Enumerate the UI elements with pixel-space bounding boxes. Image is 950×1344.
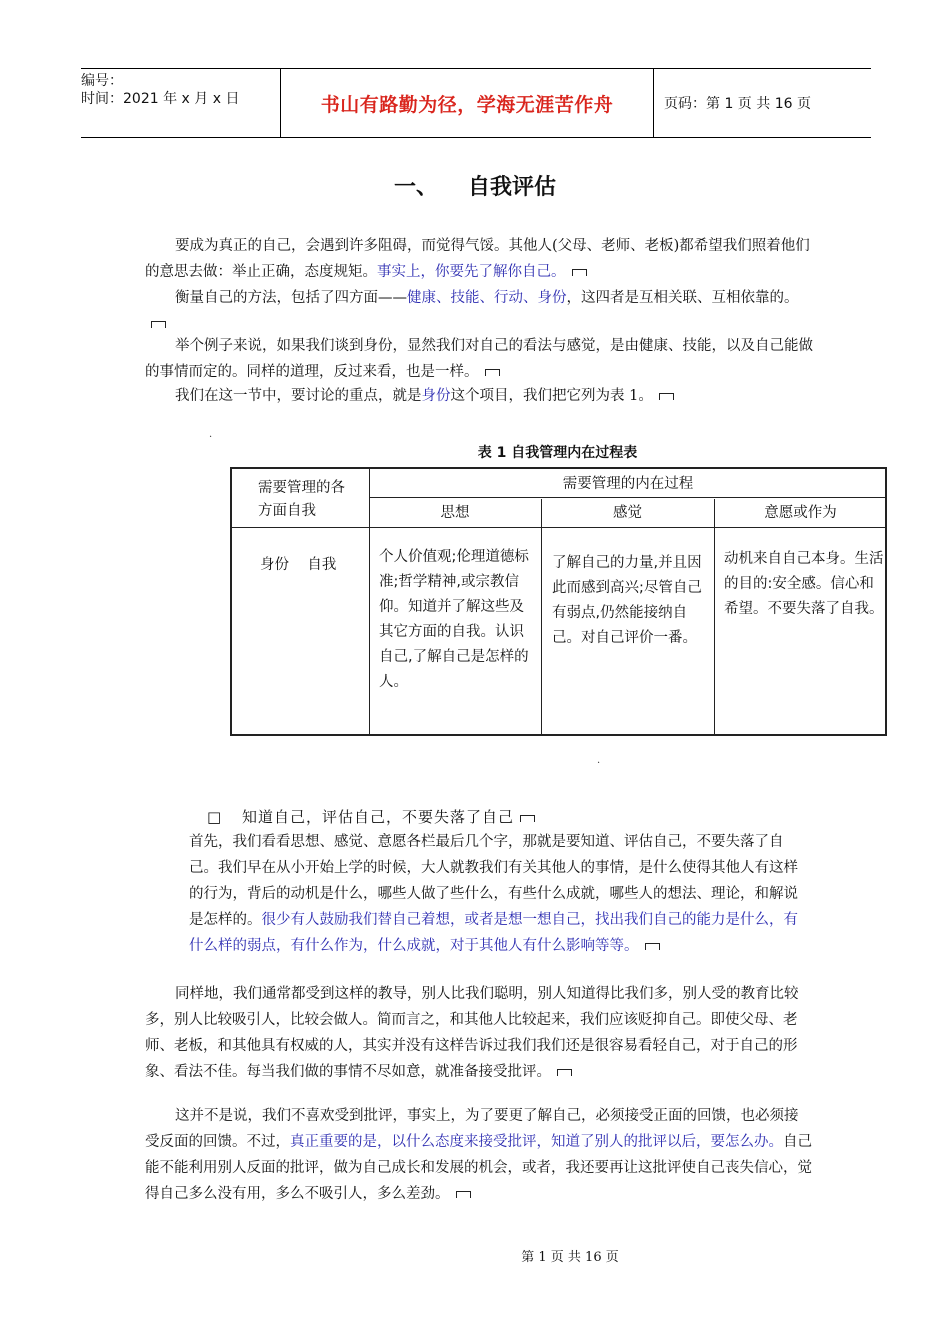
section-paragraph-3-text-end: 自己能不能利用别人反面的批评，做为自己成长和发展的机会，或者，我还要再让这批评使自己丧失信心，觉得自己多么没有用，多么不吸引人，多么差劲。 — [145, 1134, 812, 1202]
checkbox-bullet-icon: □ — [207, 808, 223, 826]
doc-date: 时间：2021 年 x 月 x 日 — [81, 91, 240, 107]
section-paragraph-3 — [145, 1103, 812, 1207]
section-paragraph-3-text: 这并不是说，我们不喜欢受到批评，事实上，为了要更了解自己，必须接受正面的回馈，也必须接受反面的回馈。不过， — [145, 1108, 799, 1150]
paragraph-mark-icon — [645, 943, 660, 950]
paragraph-4-emphasis: 身份 — [421, 388, 451, 404]
section-heading — [207, 806, 535, 827]
table-cell: 个人价值观;伦理道德标准;哲学精神,或宗教信仰。知道并了解这些及其它方面的自我。认识自己,了解自己是怎样的人。 — [379, 549, 529, 690]
paragraph-mark-icon — [520, 815, 535, 822]
page-title — [0, 170, 950, 201]
section-paragraph-3-emphasis: 真正重要的是，以什么态度来接受批评，知道了别人的批评以后，要怎么办。 — [290, 1134, 783, 1150]
paragraph-1-text: 要成为真正的自己，会遇到许多阻碍，而觉得气馁。其他人(父母、老师、老板)都希望我们照着他们的意思去做：举止正确，态度规矩。 — [145, 238, 810, 280]
row-header: 需要管理的各方面自我 — [258, 480, 345, 519]
paragraph-mark-icon — [572, 269, 587, 276]
paragraph-mark-icon — [659, 393, 674, 400]
group-header: 需要管理的内在过程 — [562, 476, 694, 492]
table-cell: 动机来自自己本身。生活的目的:安全感。信心和希望。不要失落了自我。 — [724, 551, 884, 617]
title-text: 自我评估 — [468, 175, 557, 200]
column-header: 感觉 — [613, 505, 642, 521]
section-paragraph-2 — [145, 981, 812, 1085]
paragraph-4-text-end: 这个项目，我们把它列为表 1。 — [450, 388, 653, 404]
paragraph-mark-icon — [151, 321, 166, 328]
row-label: 身份 自我 — [260, 557, 337, 573]
paragraph-mark-icon — [456, 1191, 471, 1198]
paragraph-3-text: 举个例子来说，如果我们谈到身份，显然我们对自己的看法与感觉，是由健康、技能，以及自己能做的事情而定的。同样的道理，反过来看，也是一样。 — [145, 338, 813, 380]
paragraph-mark-icon — [557, 1069, 572, 1076]
column-header: 意愿或作为 — [764, 505, 837, 521]
title-number: 一、 — [393, 175, 438, 200]
table-divider — [541, 499, 542, 734]
section-heading-text: 知道自己，评估自己，不要失落了自己 — [241, 808, 514, 826]
table-caption: 表 1 自我管理内在过程表 — [477, 445, 638, 461]
section-paragraph-1-text: 首先，我们看看思想、感觉、意愿各栏最后几个字，那就是要知道、评估自己，不要失落了自己。我们早在从小开始上学的时候，大人就教我们有关其他人的事情，是什么使得其他人有这样的行为，背后的动机是什么，哪些人做了些什么，有些什么成就，哪些人的想法、理论，和解说是怎样的。 — [189, 834, 798, 928]
page-header — [81, 68, 871, 138]
table-divider — [714, 499, 715, 734]
header-meta — [81, 69, 281, 137]
page-footer: 第 1 页 共 16 页 — [521, 1250, 619, 1265]
paragraph-1 — [145, 233, 810, 285]
paragraph-3 — [145, 333, 817, 385]
paragraph-4-text: 我们在这一节中，要讨论的重点，就是 — [175, 388, 422, 404]
paragraph-1-emphasis: 事实上，你要先了解你自己。 — [377, 264, 566, 280]
self-management-table — [230, 467, 887, 736]
paragraph-mark-icon — [485, 369, 500, 376]
doc-number-label: 编号： — [81, 73, 123, 89]
paragraph-2 — [145, 285, 810, 337]
scan-speck: · — [209, 432, 213, 443]
paragraph-2-text-end: ，这四者是互相关联、互相依靠的。 — [566, 290, 799, 306]
paragraph-4 — [145, 383, 817, 409]
header-page-info: 页码：第 1 页 共 16 页 — [664, 96, 811, 112]
table-divider — [232, 527, 887, 528]
section-paragraph-1-emphasis: 很少有人鼓励我们替自己着想，或者是想一想自己，找出我们自己的能力是什么，有什么样的弱点，有什么作为，什么成就，对于其他人有什么影响等等。 — [189, 912, 798, 954]
section-paragraph-2-text: 同样地，我们通常都受到这样的教导，别人比我们聪明，别人知道得比我们多，别人受的教育比较多，别人比较吸引人，比较会做人。简而言之，和其他人比较起来，我们应该贬抑自己。即使父母、老师、老板，和其他具有权威的人，其实并没有这样告诉过我们我们还是很容易看轻自己，对于自己的形象、看法不佳。每当我们做的事情不尽如意，就准备接受批评。 — [145, 986, 799, 1080]
section-paragraph-1 — [189, 829, 809, 959]
header-motto: 书山有路勤为径，学海无涯苦作舟 — [320, 93, 614, 116]
scan-speck: · — [597, 758, 601, 769]
table-cell: 了解自己的力量,并且因此而感到高兴;尽管自己有弱点,仍然能接纳自己。对自己评价一番。 — [552, 555, 702, 646]
header-motto-cell — [281, 69, 654, 137]
paragraph-2-text: 衡量自己的方法，包括了四方面—— — [175, 290, 407, 306]
column-header: 思想 — [440, 505, 470, 521]
table-divider — [369, 497, 887, 498]
paragraph-2-emphasis: 健康、技能、行动、身份 — [407, 290, 567, 306]
